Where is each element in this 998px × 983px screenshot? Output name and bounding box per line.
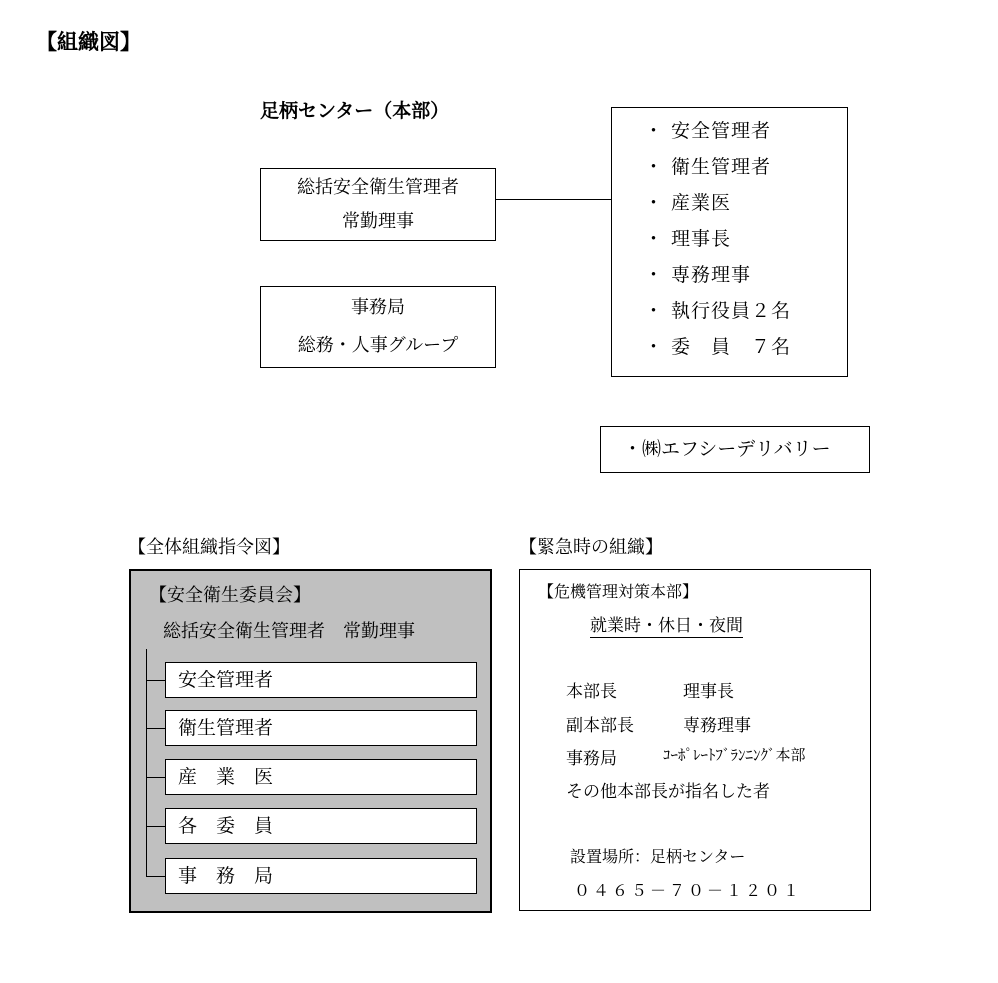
- committee-panel-subtitle: 総括安全衛生管理者 常勤理事: [163, 621, 415, 642]
- committee-item: ・ 理事長: [644, 228, 732, 250]
- secretariat-title: 事務局: [351, 297, 405, 318]
- emergency-location: 設置場所：足柄センター: [570, 847, 746, 866]
- emergency-name: 専務理事: [683, 716, 751, 736]
- tree-trunk: [146, 649, 147, 876]
- committee-item: ・ 安全管理者: [644, 120, 772, 142]
- emergency-name: 理事長: [683, 682, 734, 702]
- connector-line: [496, 199, 612, 200]
- committee-item: ・ 執行役員２名: [644, 300, 792, 322]
- emergency-hours: 就業時・休日・夜間: [590, 616, 743, 636]
- emergency-name: ｺｰﾎﾟﾚｰﾄﾌﾞﾗﾝﾆﾝｸﾞ本部: [663, 746, 806, 764]
- member-box: 安全管理者: [165, 662, 477, 698]
- tree-branch: [146, 728, 165, 729]
- committee-list-box: [611, 107, 848, 377]
- tree-branch: [146, 680, 165, 681]
- member-box: 事 務 局: [165, 858, 477, 894]
- general-manager-title: 総括安全衛生管理者: [297, 176, 459, 198]
- tree-branch: [146, 826, 165, 827]
- page-title: 【組織図】: [36, 30, 141, 54]
- tree-branch: [146, 777, 165, 778]
- tree-branch: [146, 876, 165, 877]
- emergency-role: 事務局: [566, 749, 617, 769]
- committee-panel: [129, 569, 492, 913]
- committee-item: ・ 委 員 ７名: [644, 336, 792, 358]
- committee-item: ・ 産業医: [644, 192, 732, 214]
- emergency-heading: 【緊急時の組織】: [519, 537, 663, 558]
- emergency-panel: [519, 569, 871, 911]
- general-manager-box: [260, 168, 496, 241]
- member-box: 各 委 員: [165, 808, 477, 844]
- partner-box: [600, 426, 870, 473]
- emergency-other: その他本部長が指名した者: [566, 782, 770, 802]
- hq-label: 足柄センター（本部）: [260, 100, 450, 122]
- committee-item: ・ 衛生管理者: [644, 156, 772, 178]
- emergency-role: 副本部長: [566, 716, 634, 736]
- secretariat-group: 総務・人事グループ: [297, 335, 459, 356]
- member-box: 産 業 医: [165, 759, 477, 795]
- emergency-phone: ０４６５－７０－１２０１: [574, 881, 803, 900]
- secretariat-box: [260, 286, 496, 368]
- committee-panel-title: 【安全衛生委員会】: [149, 585, 311, 606]
- overall-heading: 【全体組織指令図】: [128, 537, 290, 558]
- committee-item: ・ 専務理事: [644, 264, 752, 286]
- partner-name: ・㈱エフシーデリバリー: [623, 438, 831, 460]
- emergency-role: 本部長: [566, 682, 617, 702]
- member-box: 衛生管理者: [165, 710, 477, 746]
- general-manager-role: 常勤理事: [342, 210, 414, 232]
- emergency-panel-title: 【危機管理対策本部】: [538, 582, 699, 601]
